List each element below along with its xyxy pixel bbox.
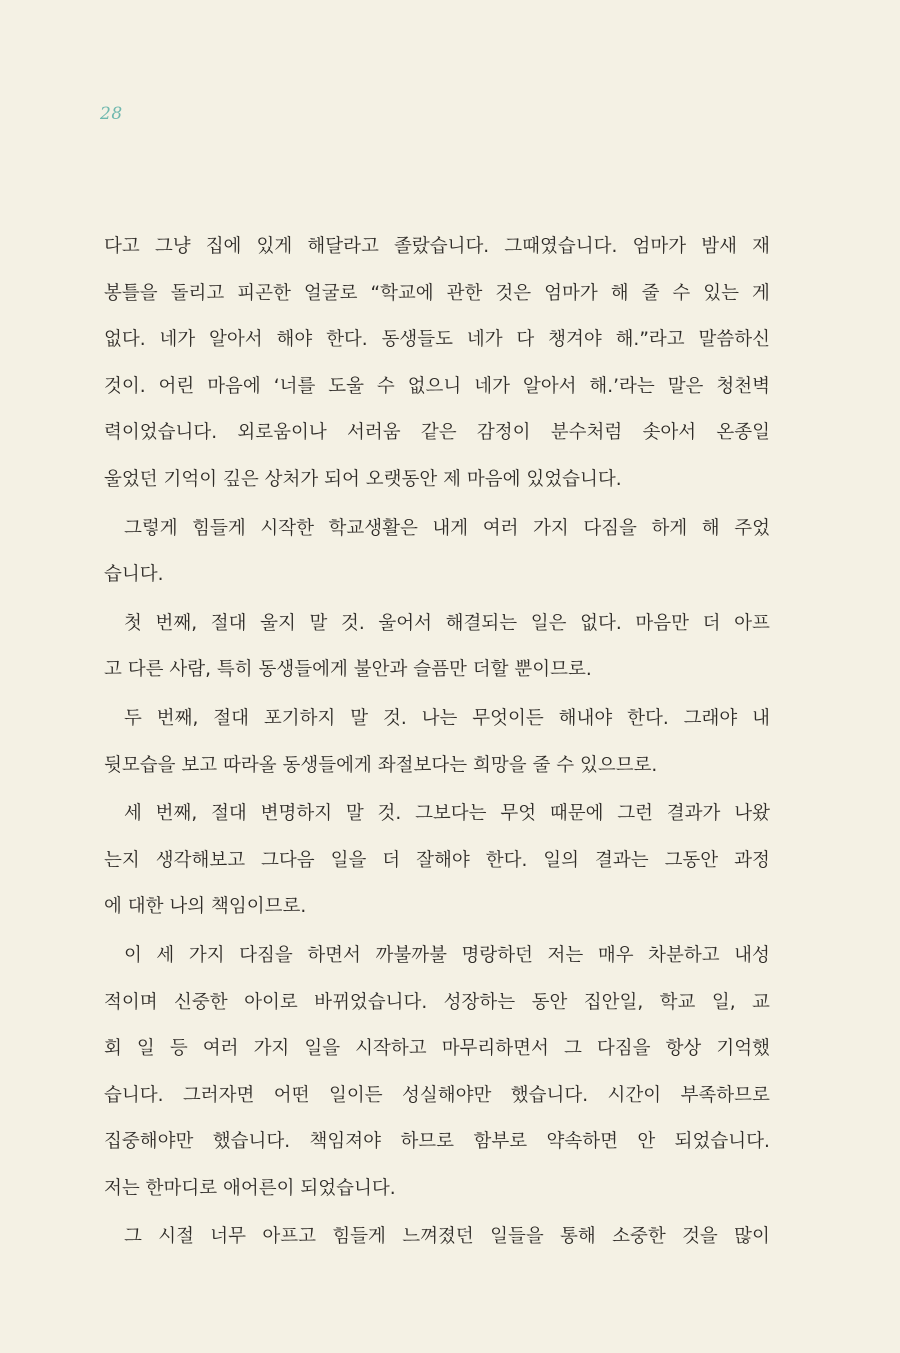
text-line	[104, 1026, 770, 1073]
line-text	[124, 696, 770, 743]
word: 하므로	[400, 1131, 455, 1153]
text-line	[104, 838, 770, 885]
line-text	[124, 933, 770, 980]
word: 시간이	[607, 1084, 662, 1106]
body-text	[104, 224, 770, 1261]
word: 나왔	[734, 803, 770, 825]
word: 네가	[474, 375, 510, 397]
word: 알아서	[522, 375, 577, 397]
word: 다짐을	[239, 944, 293, 966]
word: 약속하면	[546, 1131, 618, 1153]
word: 봉틀을	[104, 282, 158, 304]
word: 아이로	[244, 991, 298, 1013]
word: 내	[752, 707, 770, 729]
word: 번째,	[156, 707, 199, 729]
line-text: 저는 한마디로 애어른이 되었습니다.	[104, 1177, 396, 1199]
word: 해결되는	[445, 612, 518, 634]
word: 청천벽	[716, 375, 770, 397]
word: 해.”라고	[615, 329, 685, 351]
word: 학교	[659, 991, 696, 1013]
word: 통해	[560, 1226, 596, 1248]
word: 도울	[328, 375, 364, 397]
word: 그래야	[683, 707, 738, 729]
word: 이	[124, 944, 142, 966]
text-line	[104, 317, 770, 364]
word: 많이	[734, 1226, 770, 1248]
line-text	[124, 506, 770, 553]
word: 는지	[104, 849, 140, 871]
word: 신중한	[174, 991, 228, 1013]
word: 바뀌었습니다.	[314, 991, 428, 1013]
word: 엄마가	[632, 236, 687, 257]
word: 아프	[734, 612, 770, 634]
word: 얼굴로	[303, 282, 358, 304]
word: 여러	[202, 1038, 239, 1060]
word: 다짐을	[583, 517, 637, 539]
text-line	[104, 1166, 770, 1213]
word: 집중해야만	[104, 1131, 194, 1153]
word: 다고	[104, 236, 140, 257]
text-line	[104, 980, 770, 1027]
word: 온종일	[716, 422, 770, 444]
word: 집에	[205, 236, 242, 257]
word: “학교에	[370, 282, 434, 304]
word: 너무	[210, 1226, 247, 1248]
word: 마음에	[207, 375, 261, 397]
word: 소중한	[612, 1226, 666, 1248]
word: 일의	[543, 849, 580, 871]
word: 책임져야	[309, 1131, 382, 1153]
word: 울어서	[378, 612, 433, 634]
word: 말	[350, 707, 369, 729]
word: 그런	[617, 803, 654, 825]
word: 것을	[682, 1226, 718, 1248]
text-line	[104, 743, 770, 790]
line-text	[104, 838, 770, 885]
word: 명랑하던	[461, 944, 533, 966]
word: 했습니다.	[510, 1084, 589, 1106]
word: 학교생활은	[328, 517, 418, 539]
word: 과정	[734, 849, 770, 871]
word: 항상	[665, 1038, 702, 1060]
word: 한다.	[485, 849, 528, 871]
word: 해야	[276, 329, 313, 351]
line-text: 고 다른 사람, 특히 동생들에게 불안과 슬픔만 더할 뿐이므로.	[104, 659, 592, 681]
word: 력이었습니다.	[104, 422, 218, 444]
text-line	[104, 791, 770, 838]
word: 한다.	[326, 329, 368, 351]
word: 기억했	[716, 1038, 770, 1060]
word: 시작하고	[355, 1038, 427, 1060]
word: 해	[701, 517, 720, 539]
word: 힘들게	[192, 517, 246, 539]
word: 마음만	[635, 612, 689, 634]
word: 되었습니다.	[674, 1131, 770, 1153]
word: 말은	[667, 375, 704, 397]
word: 변명하지	[260, 803, 333, 825]
word: 재	[752, 236, 770, 257]
text-line	[104, 410, 770, 457]
word: 일,	[711, 991, 736, 1013]
text-line	[104, 1073, 770, 1120]
line-text: 에 대한 나의 책임이므로.	[104, 896, 307, 918]
word: 성장하는	[443, 991, 516, 1013]
word: 다짐을	[596, 1038, 651, 1060]
word: 하면서	[307, 944, 361, 966]
word: 있게	[256, 236, 293, 257]
word: 생각해보고	[155, 849, 246, 871]
word: 무엇	[500, 803, 537, 825]
word: 절대	[211, 803, 247, 825]
word: 하게	[651, 517, 688, 539]
word: 세	[124, 803, 142, 825]
word: 것.	[382, 707, 407, 729]
word: 번째,	[155, 803, 198, 825]
word: 것은	[495, 282, 532, 304]
word: 솟아서	[642, 422, 697, 444]
word: 해	[610, 282, 629, 304]
word: 절대	[210, 612, 247, 634]
word: 것이.	[104, 375, 146, 397]
word: 서러움	[346, 422, 401, 444]
word: 결과가	[666, 803, 721, 825]
word: 때문에	[549, 803, 604, 825]
word: 시절	[158, 1226, 194, 1248]
line-text	[124, 601, 770, 648]
word: 내성	[734, 944, 770, 966]
word: 동안	[531, 991, 568, 1013]
word: 어떤	[273, 1084, 310, 1106]
text-line	[104, 552, 770, 599]
line-text	[104, 1073, 770, 1120]
word: 그다음	[261, 849, 315, 871]
word: 해.’라는	[589, 375, 655, 397]
word: 시작한	[260, 517, 314, 539]
word: 가지	[188, 944, 225, 966]
word: 안	[637, 1131, 656, 1153]
line-text	[104, 224, 770, 271]
word: 분수처럼	[550, 422, 623, 444]
word: 없으니	[407, 375, 462, 397]
line-text	[104, 317, 770, 364]
word: 감정이	[476, 422, 531, 444]
word: 게	[752, 282, 770, 304]
word: 했습니다.	[212, 1131, 291, 1153]
word: 그때였습니다.	[504, 236, 618, 257]
text-line	[104, 696, 770, 743]
word: 해내야	[558, 707, 613, 729]
text-line	[104, 364, 770, 411]
line-text: 습니다.	[104, 564, 164, 586]
word: 무엇이든	[472, 707, 544, 729]
word: 회	[104, 1038, 122, 1060]
word: 습니다.	[104, 1084, 164, 1106]
word: 그냥	[154, 236, 191, 257]
word: 어린	[158, 375, 195, 397]
word: 여러	[482, 517, 519, 539]
word: 잘해야	[416, 849, 470, 871]
line-text	[124, 1214, 770, 1261]
word: 그동안	[664, 849, 719, 871]
word: 없다.	[104, 329, 146, 351]
word: 아프고	[262, 1226, 316, 1248]
word: 매우	[597, 944, 634, 966]
word: 있는	[703, 282, 740, 304]
word: 세	[156, 944, 175, 966]
word: 가지	[533, 517, 569, 539]
word: 까불까불	[375, 944, 447, 966]
word: 더	[382, 849, 401, 871]
word: 말씀하신	[698, 329, 770, 351]
text-line	[104, 933, 770, 980]
word: 부족하므로	[680, 1084, 770, 1106]
word: 성실해야만	[401, 1084, 492, 1106]
line-text	[104, 271, 770, 318]
word: 일을	[330, 849, 367, 871]
word: 그	[124, 1226, 142, 1248]
word: 첫	[124, 612, 142, 634]
line-text: 뒷모습을 보고 따라올 동생들에게 좌절보다는 희망을 줄 수 있으므로.	[104, 754, 658, 776]
word: 것.	[377, 803, 402, 825]
word: 일은	[530, 612, 567, 634]
word: 돌리고	[170, 282, 225, 304]
word: 포기하지	[263, 707, 336, 729]
text-line	[104, 506, 770, 553]
word: 느껴졌던	[402, 1226, 474, 1248]
word: 그	[563, 1038, 582, 1060]
word: 저는	[547, 944, 584, 966]
word: 수	[672, 282, 691, 304]
word: 없다.	[580, 612, 622, 634]
word: 가지	[253, 1038, 290, 1060]
word: 네가	[159, 329, 196, 351]
line-text	[104, 1026, 770, 1073]
word: 그렇게	[124, 517, 178, 539]
word: 주었	[734, 517, 770, 539]
line-text	[104, 410, 770, 457]
text-line	[104, 647, 770, 694]
text-line	[104, 601, 770, 648]
word: 절대	[213, 707, 249, 729]
line-text	[104, 1119, 770, 1166]
word: 외로움이나	[237, 422, 327, 444]
word: 함부로	[473, 1131, 528, 1153]
line-text	[104, 364, 770, 411]
word: 밤새	[701, 236, 737, 257]
word: 나는	[421, 707, 458, 729]
word: 엄마가	[544, 282, 598, 304]
text-line	[104, 1119, 770, 1166]
text-line	[104, 457, 770, 504]
page-number: 28	[100, 104, 123, 124]
word: 관한	[446, 282, 483, 304]
word: 힘들게	[332, 1226, 386, 1248]
line-text: 울었던 기억이 깊은 상처가 되어 오랫동안 제 마음에 있었습니다.	[104, 468, 622, 490]
word: 해달라고	[307, 236, 379, 257]
word: 집안일,	[583, 991, 644, 1013]
word: 더	[702, 612, 721, 634]
word: 다	[516, 329, 535, 351]
word: 말	[309, 612, 328, 634]
word: 내게	[432, 517, 469, 539]
word: 졸랐습니다.	[393, 236, 490, 257]
word: 챙겨야	[548, 329, 602, 351]
word: 네가	[466, 329, 503, 351]
word: 수	[376, 375, 395, 397]
word: 번째,	[155, 612, 198, 634]
word: 한다.	[627, 707, 669, 729]
line-text	[104, 980, 770, 1027]
word: 일	[136, 1038, 155, 1060]
word: 일들을	[490, 1226, 544, 1248]
text-line	[104, 1214, 770, 1261]
word: 등	[169, 1038, 188, 1060]
word: 줄	[641, 282, 660, 304]
word: 피곤한	[237, 282, 291, 304]
text-line	[104, 224, 770, 271]
word: 교	[752, 991, 770, 1013]
word: 것.	[341, 612, 365, 634]
word: 차분하고	[648, 944, 720, 966]
word: 일을	[304, 1038, 341, 1060]
word: 두	[124, 707, 142, 729]
word: 그보다는	[415, 803, 487, 825]
word: 울지	[260, 612, 296, 634]
word: 말	[345, 803, 364, 825]
text-line	[104, 884, 770, 931]
word: ‘너를	[273, 375, 316, 397]
word: 같은	[420, 422, 457, 444]
line-text	[124, 791, 770, 838]
text-line	[104, 271, 770, 318]
word: 동생들도	[381, 329, 453, 351]
word: 알아서	[209, 329, 263, 351]
word: 일이든	[328, 1084, 383, 1106]
word: 결과는	[594, 849, 649, 871]
word: 마무리하면서	[441, 1038, 549, 1060]
word: 적이며	[104, 991, 158, 1013]
word: 그러자면	[182, 1084, 255, 1106]
